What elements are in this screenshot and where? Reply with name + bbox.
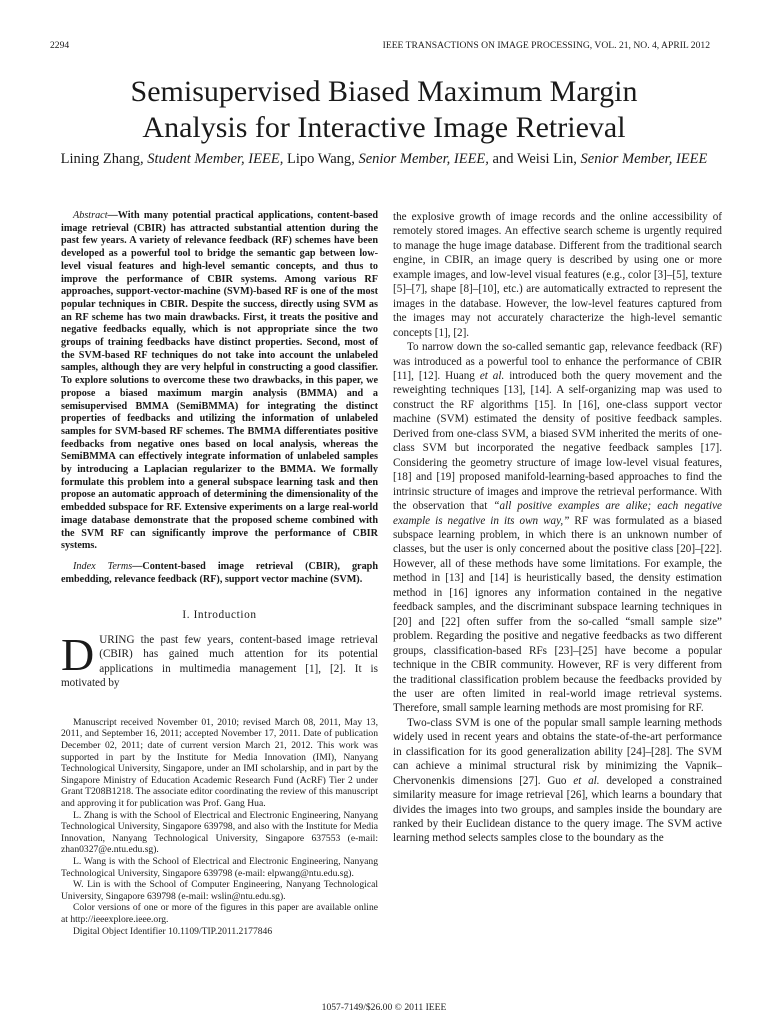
footnote-author-zhang: L. Zhang is with the School of Electrical and Electronic Engineering, Nanyang Technological University, Singapore 639798, and also with the Institute for Media Innovation, Nanyang Technological University, Singapore 637553 (e-mail: zhan0327@e.ntu.edu.sg). xyxy=(61,809,378,856)
page-number: 2294 xyxy=(50,40,70,51)
right-paragraph-1: the explosive growth of image records and the online accessibility of remotely stored images. An effective search scheme is urgently required to manage the huge image database. Different from the traditional search engine, in CBIR, an image query is described by using one or more example images, and low-level visual features (e.g., color [3]–[5], texture [5]–[7], shape [8]–[10], etc.) are automatically extracted to represent the images in the database. However, the low-level features captured from the images may not accurately characterize the high-level semantic concepts [1], [2]. xyxy=(393,211,722,339)
copyright-footer: 1057-7149/$26.00 © 2011 IEEE xyxy=(321,1002,447,1013)
intro-text: URING the past few years, content-based image retrieval (CBIR) has gained much attention for its potential applications in multimedia management [1], [2]. It is motivated by xyxy=(61,633,378,690)
title-line-2: Analysis for Interactive Image Retrieval xyxy=(142,111,626,144)
journal-header: IEEE TRANSACTIONS ON IMAGE PROCESSING, VOL. 21, NO. 4, APRIL 2012 xyxy=(382,40,710,51)
index-terms xyxy=(61,561,378,586)
p3-part-a: Two-class SVM is one of the popular small sample learning methods widely used in recent years and obtains the state-of-the-art performance in classification for its good generalization ability [24]–[28]. The SVM can achieve a minimal structural risk by minimizing the Vapnik–Chervonenkis dimensions [27]. Guo xyxy=(393,716,722,787)
running-head xyxy=(50,40,710,51)
footnote-author-lin: W. Lin is with the School of Computer Engineering, Nanyang Technological University, Singapore 639798 (e-mail: wslin@ntu.edu.sg). xyxy=(61,879,378,902)
index-terms-text: —Content-based image retrieval (CBIR), graph embedding, relevance feedback (RF), support vector machine (SVM). xyxy=(61,560,378,585)
footnote-color-versions: Color versions of one or more of the figures in this paper are available online at http://ieeexplore.ieee.org. xyxy=(61,902,378,925)
abstract-text: —With many potential practical applications, content-based image retrieval (CBIR) has attracted substantial attention during the past few years. A variety of relevance feedback (RF) schemes have been developed as a powerful tool to bridge the semantic gap between low-level visual features and high-level semantic concepts, and thus to improve the performance of CBIR systems. Among various RF approaches, support-vector-machine (SVM)-based RF is one of the most popular techniques in CBIR. Despite the success, directly using SVM as an RF scheme has two main drawbacks. First, it treats the positive and negative feedbacks equally, which is not appropriate since the two groups of training feedbacks have distinct properties. Second, most of the SVM-based RF techniques do not take into account the unlabeled samples, although they are very helpful in constructing a good classifier. To explore solutions to overcome these two drawbacks, in this paper, we propose a biased maximum margin analysis (BMMA) and a semisupervised BMMA (SemiBMMA) for integrating the distinct properties of feedbacks and utilizing the information of unlabeled samples for SVM-based RF schemes. The BMMA differentiates positive feedbacks from negative ones based on local analysis, whereas the SemiBMMA can effectively integrate information of unlabeled samples by introducing a Laplacian regularizer to the BMMA. We formally formulate this problem into a general subspace learning task and then propose an automatic approach of determining the dimensionality of the embedded subspace for RF. Extensive experiments on a large real-world image database demonstrate that the proposed scheme combined with the SVM RF can significantly improve the performance of CBIR systems. xyxy=(61,210,378,552)
p3-part-b: developed a constrained similarity measure for image retrieval [26], which learns a boundary that divides the images into two groups, and samples inside the boundary are ranked by their Euclidean distance to the query image. The SVM active learning method selects samples close to the boundary as the xyxy=(393,774,722,845)
right-column xyxy=(393,210,722,846)
author-conjunction: and xyxy=(492,151,514,167)
author-2-role: Senior Member, IEEE, xyxy=(358,151,489,167)
author-1-role: Student Member, IEEE, xyxy=(147,151,284,167)
left-column xyxy=(61,210,378,937)
paper-title xyxy=(0,74,768,146)
author-3-role: Senior Member, IEEE xyxy=(580,151,708,167)
section-heading-introduction: I. Introduction xyxy=(182,609,257,622)
author-3-name: Weisi Lin, xyxy=(516,151,577,167)
index-terms-lead: Index Terms xyxy=(73,560,133,572)
right-paragraph-3 xyxy=(393,716,722,846)
title-line-1: Semisupervised Biased Maximum Margin xyxy=(130,75,638,108)
abstract-lead: Abstract xyxy=(73,210,108,221)
footnote-doi: Digital Object Identifier 10.1109/TIP.2011.2177846 xyxy=(73,925,273,937)
footnote-manuscript: Manuscript received November 01, 2010; revised March 08, 2011, May 13, 2011, and September 16, 2011; accepted November 17, 2011. Date of publication December 02, 2011; date of current version March 21, 2012. This work was supported in part by the Institute for Media Innovation (IMI), Nanyang Technological University, Singapore, under an IMI scholarship, and in part by the Singapore Ministry of Education Academic Research Fund (AcRF) Tier 2 under Grant T208B1218. The associate editor coordinating the review of this manuscript and approving it for publication was Prof. Gang Hua. xyxy=(61,716,378,809)
author-2-name: Lipo Wang xyxy=(286,151,352,167)
footnote-author-wang: L. Wang is with the School of Electrical and Electronic Engineering, Nanyang Technological University, Singapore 639798 (e-mail: elpwang@ntu.edu.sg). xyxy=(61,855,378,879)
footnotes xyxy=(61,717,378,937)
right-paragraph-2 xyxy=(393,340,722,716)
p2-part-c: RF was formulated as a biased subspace learning problem, in which there is an unknown number of classes, but the user is only concerned about the positive class [20]–[22]. However, all of these methods have some limitations. For example, the method in [13] and [14] is heuristically based, the density estimation method in [16] ignores any information contained in the negative feedback samples, and the discriminant subspace learning techniques in [20] and [22] often suffer from the so-called “small sample size” problem. Regarding the positive and negative feedbacks as two different groups, classification-based RFs [23]–[25] have become a popular technique in the CBIR community. However, RF is very different from the traditional classification problem because the feedbacks provided by the user are often limited in real-world image retrieval systems. Therefore, small sample learning methods are most promising for RF. xyxy=(393,514,722,715)
p2-part-b: introduced both the query movement and the reweighting techniques [13], [14]. A self-organizing map was used to construct the RF algorithms [15]. In [16], one-class support vector machine (SVM) estimated the density of positive feedback samples. Derived from one-class SVM, a biased SVM inherited the merits of one-class SVM but incorporated the negative feedback samples [17]. Considering the geometry structure of image low-level visual features, [18] and [19] proposed manifold-learning-based approaches to find the intrinsic structure of images and improve the retrieval performance. With the observation that xyxy=(393,369,722,513)
author-list: Lining Zhang, Student Member, IEEE, Lipo Wang, Senior Member, IEEE, and Weisi Lin, Senior Member, IEEE xyxy=(60,151,708,167)
p2-et-al: et al. xyxy=(479,369,505,382)
p2-quote: “all positive examples are alike; each negative example is negative in its own way,” xyxy=(393,500,722,527)
p2-part-a: To narrow down the so-called semantic gap, relevance feedback (RF) was introduced as a powerful tool to enhance the performance of CBIR [11], [12]. Huang xyxy=(393,341,722,382)
p3-et-al: et al. xyxy=(573,774,600,787)
author-1-name: Lining Zhang xyxy=(60,151,140,167)
abstract xyxy=(61,210,378,553)
drop-cap: D xyxy=(61,628,95,680)
intro-paragraph xyxy=(61,628,378,691)
